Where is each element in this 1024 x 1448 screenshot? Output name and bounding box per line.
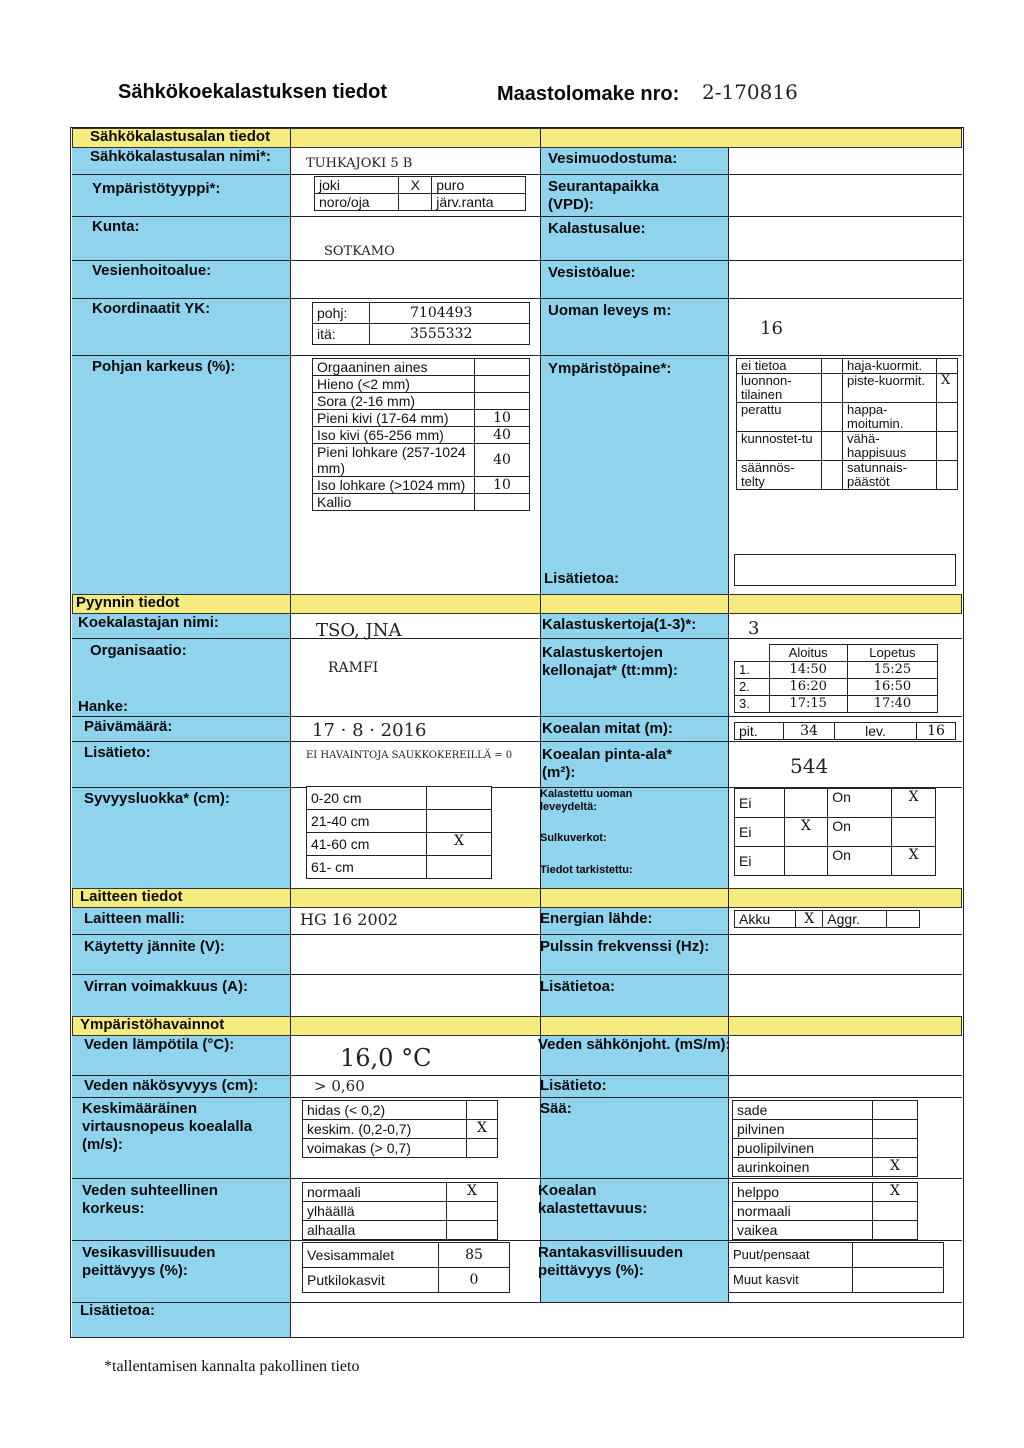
akku-mark[interactable]: X bbox=[796, 911, 823, 928]
info-value[interactable]: EI HAVAINTOJA SAUKKOKEREILLÄ = 0 bbox=[306, 750, 513, 761]
env-option-label: puro bbox=[432, 177, 526, 194]
clock-row-number: 3. bbox=[735, 696, 770, 713]
depth-mark[interactable] bbox=[427, 810, 492, 833]
pressure-mark[interactable] bbox=[822, 461, 843, 490]
site-name-value[interactable]: TUHKAJOKI 5 B bbox=[306, 156, 413, 171]
ita-label: itä: bbox=[313, 324, 370, 345]
env-lisatietoa-label: Lisätietoa: bbox=[80, 1302, 156, 1319]
env-option-label: järv.ranta bbox=[432, 194, 526, 211]
check-ei-mark[interactable]: X bbox=[784, 818, 828, 847]
substrate-value[interactable] bbox=[475, 393, 530, 410]
checks-table[interactable] bbox=[734, 788, 936, 876]
divider bbox=[72, 174, 962, 175]
vis-label: Veden näkösyvyys (cm): bbox=[84, 1077, 259, 1094]
substrate-row bbox=[313, 393, 530, 410]
substrate-row bbox=[313, 477, 530, 494]
weather-option: aurinkoinen bbox=[733, 1158, 873, 1177]
pressure-mark[interactable] bbox=[822, 403, 843, 432]
pit-value[interactable]: 34 bbox=[784, 723, 835, 740]
substrate-value[interactable]: 10 bbox=[475, 477, 530, 494]
temp-label: Veden lämpötila (°C): bbox=[84, 1036, 235, 1053]
substrate-row bbox=[313, 376, 530, 393]
divider bbox=[72, 1178, 962, 1179]
substrate-name: Pieni lohkare (257-1024 mm) bbox=[313, 444, 475, 477]
weather-option: puolipilvinen bbox=[733, 1139, 873, 1158]
fishability-label: Koealan kalastettavuus: bbox=[538, 1182, 648, 1217]
depth-mark[interactable] bbox=[427, 856, 492, 879]
pressure-mark[interactable] bbox=[822, 432, 843, 461]
fishability-option: vaikea bbox=[733, 1221, 873, 1240]
org-label: Organisaatio: bbox=[90, 642, 187, 659]
veg-label: Vesikasvillisuuden peittävyys (%): bbox=[82, 1244, 216, 1279]
ita-value[interactable]: 3555332 bbox=[370, 324, 530, 345]
substrate-name: Iso kivi (65-256 mm) bbox=[313, 427, 475, 444]
weather-label: Sää: bbox=[540, 1100, 572, 1117]
date-value[interactable]: 17 · 8 · 2016 bbox=[312, 720, 427, 741]
substrate-row bbox=[313, 444, 530, 477]
clock-row-number: 1. bbox=[735, 662, 770, 679]
pohj-value[interactable]: 7104493 bbox=[370, 303, 530, 324]
check-label-width: Kalastettu uoman leveydeltä: bbox=[540, 788, 633, 813]
flow-table[interactable] bbox=[302, 1100, 498, 1158]
substrate-name: Kallio bbox=[313, 494, 475, 511]
shore-option: Puut/pensaat bbox=[729, 1243, 853, 1268]
env-type-label: Ympäristötyyppi*: bbox=[92, 180, 221, 197]
depth-option: 21-40 cm bbox=[307, 810, 427, 833]
times-label: Kalastuskertoja(1-3)*: bbox=[542, 616, 697, 633]
area-value[interactable]: 544 bbox=[790, 754, 829, 778]
vis-value[interactable]: > 0,60 bbox=[314, 1077, 365, 1095]
pressure-option: perattu bbox=[737, 403, 822, 432]
substrate-value[interactable] bbox=[475, 494, 530, 511]
env-lisatieto-label: Lisätieto: bbox=[540, 1077, 607, 1094]
fishability-mark[interactable]: X bbox=[873, 1183, 918, 1202]
substrate-row bbox=[313, 359, 530, 376]
level-mark[interactable] bbox=[447, 1202, 498, 1221]
substrate-name: Pieni kivi (17-64 mm) bbox=[313, 410, 475, 427]
vesimuodostuma-label: Vesimuodostuma: bbox=[548, 150, 678, 167]
check-on: On bbox=[828, 818, 892, 847]
check-label-nets: Sulkuverkot: bbox=[540, 832, 607, 844]
kalastusalue-label: Kalastusalue: bbox=[548, 220, 646, 237]
kunta-label: Kunta: bbox=[92, 218, 140, 235]
flow-mark[interactable]: X bbox=[467, 1120, 498, 1139]
model-value[interactable]: HG 16 2002 bbox=[300, 910, 398, 929]
depth-mark[interactable] bbox=[427, 787, 492, 810]
depth-label: Syvyysluokka* (cm): bbox=[84, 790, 230, 807]
lev-label: lev. bbox=[835, 723, 917, 740]
date-label: Päivämäärä: bbox=[84, 718, 173, 735]
dims-table[interactable] bbox=[734, 722, 956, 740]
pressure-option: satunnais-päästöt bbox=[843, 461, 937, 490]
clock-table[interactable] bbox=[734, 644, 938, 713]
voltage-label: Käytetty jännite (V): bbox=[84, 938, 225, 955]
pressure-mark[interactable] bbox=[937, 461, 958, 490]
check-on-mark[interactable]: X bbox=[892, 789, 936, 818]
substrate-row bbox=[313, 494, 530, 511]
pressure-mark[interactable] bbox=[937, 432, 958, 461]
energy-table[interactable] bbox=[734, 910, 920, 928]
divider bbox=[72, 974, 962, 975]
substrate-value[interactable] bbox=[475, 359, 530, 376]
pressure-option: ei tietoa bbox=[737, 359, 822, 374]
substrate-value[interactable] bbox=[475, 376, 530, 393]
fishability-mark[interactable] bbox=[873, 1221, 918, 1240]
clock-row-number: 2. bbox=[735, 679, 770, 696]
fisher-value[interactable]: TSO, JNA bbox=[316, 620, 402, 641]
pulse-label: Pulssin frekvenssi (Hz): bbox=[540, 938, 710, 955]
site-name-label: Sähkökalastusalan nimi*: bbox=[90, 148, 271, 165]
info-label: Lisätieto: bbox=[84, 744, 151, 761]
seuranta-label: Seurantapaikka (VPD): bbox=[548, 178, 659, 213]
level-option: normaali bbox=[303, 1183, 447, 1202]
veg-value[interactable]: 85 bbox=[439, 1243, 510, 1268]
clock-header-start: Aloitus bbox=[769, 645, 847, 662]
aggr-mark[interactable] bbox=[887, 911, 920, 928]
depth-mark[interactable]: X bbox=[427, 833, 492, 856]
aggr-label: Aggr. bbox=[823, 911, 887, 928]
device-lisatietoa-label: Lisätietoa: bbox=[540, 978, 616, 995]
divider bbox=[72, 298, 962, 299]
weather-mark[interactable]: X bbox=[873, 1158, 918, 1177]
footer-note: *tallentamisen kannalta pakollinen tieto bbox=[104, 1358, 360, 1375]
pressure-option: säännös-telty bbox=[737, 461, 822, 490]
shore-value[interactable] bbox=[853, 1268, 944, 1293]
clock-end[interactable]: 15:25 bbox=[847, 662, 937, 679]
weather-mark[interactable] bbox=[873, 1120, 918, 1139]
clock-label: Kalastuskertojen kellonajat* (tt:mm): bbox=[542, 644, 678, 679]
pohj-label: pohj: bbox=[313, 303, 370, 324]
bottom-blank bbox=[290, 1302, 962, 1337]
divider bbox=[72, 741, 962, 742]
energy-label: Energian lähde: bbox=[540, 910, 653, 927]
weather-option: pilvinen bbox=[733, 1120, 873, 1139]
kunta-value[interactable]: SOTKAMO bbox=[324, 244, 395, 259]
divider bbox=[72, 1302, 962, 1303]
substrate-row bbox=[313, 410, 530, 427]
check-ei: Ei bbox=[735, 818, 785, 847]
section-title-device: Laitteen tiedot bbox=[80, 888, 183, 905]
substrate-name: Hieno (<2 mm) bbox=[313, 376, 475, 393]
org-value[interactable]: RAMFI bbox=[328, 660, 379, 676]
form-number-value[interactable]: 2-170816 bbox=[702, 80, 798, 104]
level-option: ylhäällä bbox=[303, 1202, 447, 1221]
env-type-table[interactable] bbox=[314, 176, 526, 211]
substrate-name: Iso lohkare (>1024 mm) bbox=[313, 477, 475, 494]
divider bbox=[72, 716, 962, 717]
substrate-name: Sora (2-16 mm) bbox=[313, 393, 475, 410]
shore-table[interactable] bbox=[728, 1242, 944, 1293]
check-ei-mark[interactable] bbox=[784, 789, 828, 818]
check-on: On bbox=[828, 789, 892, 818]
check-on-mark[interactable] bbox=[892, 818, 936, 847]
level-option: alhaalla bbox=[303, 1221, 447, 1240]
veg-option: Vesisammalet bbox=[303, 1243, 439, 1268]
shore-value[interactable] bbox=[853, 1243, 944, 1268]
width-label: Uoman leveys m: bbox=[548, 302, 672, 319]
level-mark[interactable] bbox=[447, 1221, 498, 1240]
flow-option: keskim. (0,2-0,7) bbox=[303, 1120, 467, 1139]
shore-option: Muut kasvit bbox=[729, 1268, 853, 1293]
section-bar-catch bbox=[72, 594, 962, 614]
check-label-verified: Tiedot tarkistettu: bbox=[540, 864, 633, 876]
clock-end[interactable]: 16:50 bbox=[847, 679, 937, 696]
site-lisatietoa-label: Lisätietoa: bbox=[544, 570, 620, 587]
divider bbox=[72, 638, 962, 639]
pressure-option: piste-kuormit. bbox=[843, 374, 937, 403]
substrate-label: Pohjan karkeus (%): bbox=[92, 358, 236, 375]
divider bbox=[728, 148, 729, 1303]
coords-label: Koordinaatit YK: bbox=[92, 300, 211, 317]
model-label: Laitteen malli: bbox=[84, 910, 185, 927]
flow-option: voimakas (> 0,7) bbox=[303, 1139, 467, 1158]
section-title-catch: Pyynnin tiedot bbox=[76, 594, 180, 611]
level-label: Veden suhteellinen korkeus: bbox=[82, 1182, 218, 1217]
substrate-name: Orgaaninen aines bbox=[313, 359, 475, 376]
left-label-column bbox=[72, 147, 290, 1337]
depth-option: 61- cm bbox=[307, 856, 427, 879]
pressure-option: vähä-happisuus bbox=[843, 432, 937, 461]
section-bar-device bbox=[72, 888, 962, 908]
clock-end[interactable]: 17:40 bbox=[847, 696, 937, 713]
coords-table[interactable] bbox=[312, 302, 530, 345]
width-value[interactable]: 16 bbox=[760, 318, 783, 339]
fisher-label: Koekalastajan nimi: bbox=[78, 614, 219, 631]
pressure-table[interactable] bbox=[736, 358, 958, 490]
env-option-label: noro/oja bbox=[315, 194, 399, 211]
pressure-mark[interactable] bbox=[937, 403, 958, 432]
akku-label: Akku bbox=[735, 911, 796, 928]
flow-label: Keskimääräinen virtausnopeus koealalla (m/s): bbox=[82, 1100, 253, 1153]
flow-mark[interactable] bbox=[467, 1139, 498, 1158]
pressure-option: haja-kuormit. bbox=[843, 359, 937, 374]
divider bbox=[72, 1240, 962, 1241]
temp-value[interactable]: 16,0 °C bbox=[340, 1044, 432, 1072]
fishability-option: normaali bbox=[733, 1202, 873, 1221]
pressure-mark[interactable]: X bbox=[937, 374, 958, 403]
weather-mark[interactable] bbox=[873, 1139, 918, 1158]
substrate-value[interactable]: 10 bbox=[475, 410, 530, 427]
weather-mark[interactable] bbox=[873, 1101, 918, 1120]
divider bbox=[72, 260, 962, 261]
fishability-table[interactable] bbox=[732, 1182, 918, 1240]
fishability-mark[interactable] bbox=[873, 1202, 918, 1221]
pressure-option: luonnon-tilainen bbox=[737, 374, 822, 403]
level-table[interactable] bbox=[302, 1182, 498, 1240]
vesienhoito-label: Vesienhoitoalue: bbox=[92, 262, 212, 279]
check-ei: Ei bbox=[735, 847, 785, 876]
pressure-mark[interactable] bbox=[822, 374, 843, 403]
times-value[interactable]: 3 bbox=[748, 618, 760, 639]
env-option-label: joki bbox=[315, 177, 399, 194]
substrate-table[interactable] bbox=[312, 358, 530, 511]
area-label: Koealan pinta-ala* (m²): bbox=[542, 746, 673, 781]
fishability-option: helppo bbox=[733, 1183, 873, 1202]
pressure-option: kunnostet-tu bbox=[737, 432, 822, 461]
weather-option: sade bbox=[733, 1101, 873, 1120]
pressure-label: Ympäristöpaine*: bbox=[548, 360, 672, 377]
pressure-mark[interactable] bbox=[822, 359, 843, 374]
env-option-mark[interactable]: X bbox=[399, 177, 432, 194]
section-title-site: Sähkökalastusalan tiedot bbox=[90, 128, 271, 145]
substrate-value[interactable]: 40 bbox=[475, 444, 530, 477]
shore-label: Rantakasvillisuuden peittävyys (%): bbox=[538, 1244, 684, 1279]
substrate-value[interactable]: 40 bbox=[475, 427, 530, 444]
flow-option: hidas (< 0,2) bbox=[303, 1101, 467, 1120]
lev-value[interactable]: 16 bbox=[917, 723, 956, 740]
depth-option: 0-20 cm bbox=[307, 787, 427, 810]
pit-label: pit. bbox=[735, 723, 784, 740]
current-label: Virran voimakkuus (A): bbox=[84, 978, 248, 995]
check-on: On bbox=[828, 847, 892, 876]
hanke-label: Hanke: bbox=[78, 698, 129, 715]
level-mark[interactable]: X bbox=[447, 1183, 498, 1202]
depth-table[interactable] bbox=[306, 786, 492, 879]
site-lisatietoa-field[interactable] bbox=[734, 554, 956, 586]
divider bbox=[72, 1075, 962, 1076]
form-title: Sähkökoekalastuksen tiedot bbox=[118, 81, 387, 103]
clock-start[interactable]: 17:15 bbox=[769, 696, 847, 713]
depth-option: 41-60 cm bbox=[307, 833, 427, 856]
section-title-env: Ympäristöhavainnot bbox=[80, 1016, 225, 1033]
env-option-mark[interactable] bbox=[399, 194, 432, 211]
clock-header-end: Lopetus bbox=[847, 645, 937, 662]
vesistoalue-label: Vesistöalue: bbox=[548, 264, 636, 281]
flow-mark[interactable] bbox=[467, 1101, 498, 1120]
dims-label: Koealan mitat (m): bbox=[542, 720, 673, 737]
check-ei-mark[interactable] bbox=[784, 847, 828, 876]
veg-value[interactable]: 0 bbox=[439, 1268, 510, 1293]
check-ei: Ei bbox=[735, 789, 785, 818]
divider bbox=[72, 355, 962, 356]
pressure-option: happa-moitumin. bbox=[843, 403, 937, 432]
check-on-mark[interactable]: X bbox=[892, 847, 936, 876]
veg-table[interactable] bbox=[302, 1242, 510, 1293]
substrate-row bbox=[313, 427, 530, 444]
form-number-label: Maastolomake nro: bbox=[497, 83, 680, 105]
clock-start[interactable]: 14:50 bbox=[769, 662, 847, 679]
clock-start[interactable]: 16:20 bbox=[769, 679, 847, 696]
weather-table[interactable] bbox=[732, 1100, 918, 1177]
divider bbox=[72, 1097, 962, 1098]
divider bbox=[72, 934, 962, 935]
divider bbox=[72, 216, 962, 217]
cond-label: Veden sähkönjoht. (mS/m): bbox=[538, 1036, 731, 1053]
divider bbox=[290, 128, 291, 1338]
pressure-mark[interactable] bbox=[937, 359, 958, 374]
clock-corner bbox=[735, 645, 770, 662]
veg-option: Putkilokasvit bbox=[303, 1268, 439, 1293]
